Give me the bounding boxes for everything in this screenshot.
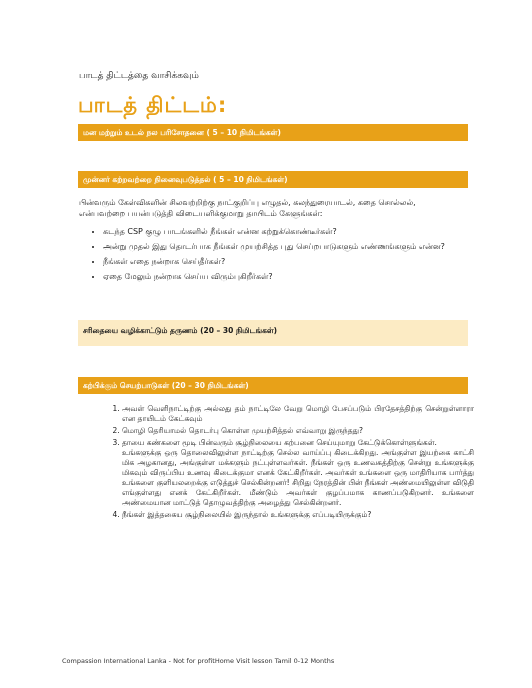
list-item: • ஏதை மேலும் நன்றாக செய்ய விரும்புகிறீர்கள்?: [103, 271, 483, 282]
imagination-story: உங்களுக்கு ஒரு தொலைவிலுள்ள நாட்டிற்கு செல்ல வாய்ப்பு கிடைக்கிறது. அங்குள்ள இயற்கை காட்சி மிக அழகானது, அங்குள்ள மக்களும் நட்புள்ளவர்கள். நீங்கள் ஒரு உணவகத்திற்கு சென்று உங்களுக்கு மிகவும் விருப்பிய உணவு கிடைக்குமா எனக் கேட்கிறீர்கள். அவர்கள் உங்களை ஒரு மாதிரியாக பார்த்து உங்களை குளியலறைக்கு எடுத்துச் செல்கின்றனர்! சிறிது நேரத்தின் பின் நீங்கள் அண்மையிலுள்ள விடுதி எங்குள்ளது எனக் கேட்கிறீர்கள். மீண்டும் அவர்கள் குழப்பமாக காணப்படுகிறனர். உங்களை அண்மையான மாட்டுத் தொழுவத்திற்கு அழைத்து செல்கின்றனர்.: [122, 448, 474, 507]
list-item: 1. அவள் வெளிநாட்டிற்கு அல்லது தம் நாட்டிலே வேறு மொழி பேசப்படும் பிரதேசத்திற்கு சென்றுள்ளாரா என தாயிடம் கேட்கவும்: [122, 404, 474, 424]
recall-intro: பின்வரும் கேள்விகளின் சிலவற்றிற்கு நாட்குறிப்பு எழுதல், கலந்துரையாடல், கதை சொல்லல், என்பவற்றை பயன்படுத்தி விடையளிக்குமாறு தாயிடம் கேளுங்கள்:: [79, 198, 416, 218]
list-item: 4. நீங்கள் இத்தகைய சூழ்நிலையில் இருந்தால் உங்களுக்கு எப்படியிருக்கும்?: [122, 510, 474, 520]
list-item: • அன்று முதல் இது தொடர்பாக நீங்கள் முயற்சித்த புது செய்றபாடுகளும் எண்ணங்களும் என்ன?: [103, 241, 483, 252]
page-subtitle: பாடத் திட்டத்தை வாசிக்கவும்: [79, 71, 199, 81]
list-item: [122, 438, 474, 508]
activity-text: தாயை கண்களை மூடி பின்வரும் சூழ்நிலையை கற்பனை செய்யுமாறு கேட்டுக்கொள்ளுங்கள்.: [122, 438, 437, 447]
section-header-recall: முன்னர் கற்றவற்றை நினைவுபடுத்தல் ( 5 – 10 நிமிடங்கள்): [78, 171, 468, 188]
list-item: • கடந்த CSP குழு பாடங்களில் நீங்கள் என்ன கற்றுக்கொண்டீர்கள்?: [103, 226, 483, 237]
list-item: • நீங்கள் எதை நன்றாக செய்தீர்கள்?: [103, 256, 483, 267]
page-title: பாடத் திட்டம்:: [78, 93, 228, 117]
recall-question-list: [79, 226, 483, 286]
section-header-activities: கற்பிக்கும் செயற்பாடுகள் (20 – 30 நிமிடங்கள்): [78, 377, 468, 394]
section-header-health-check: மன மற்றும் உடல் நல பரிசோதனை ( 5 – 10 நிமிடங்கள்): [78, 124, 468, 141]
list-item: 2. மொழி தெரியாமல் தொடர்பு கொள்ள முயற்சித்தல் எவ்வாறு இருந்தது?: [122, 426, 474, 436]
section-header-story: சரிதையை வழிக்காட்டும் தருணம் (20 – 30 நிமிடங்கள்): [83, 326, 278, 335]
page-footer: Compassion International Lanka - Not for profitHome Visit lesson Tamil 0-12 Months: [62, 657, 335, 665]
activity-list: [100, 404, 474, 522]
